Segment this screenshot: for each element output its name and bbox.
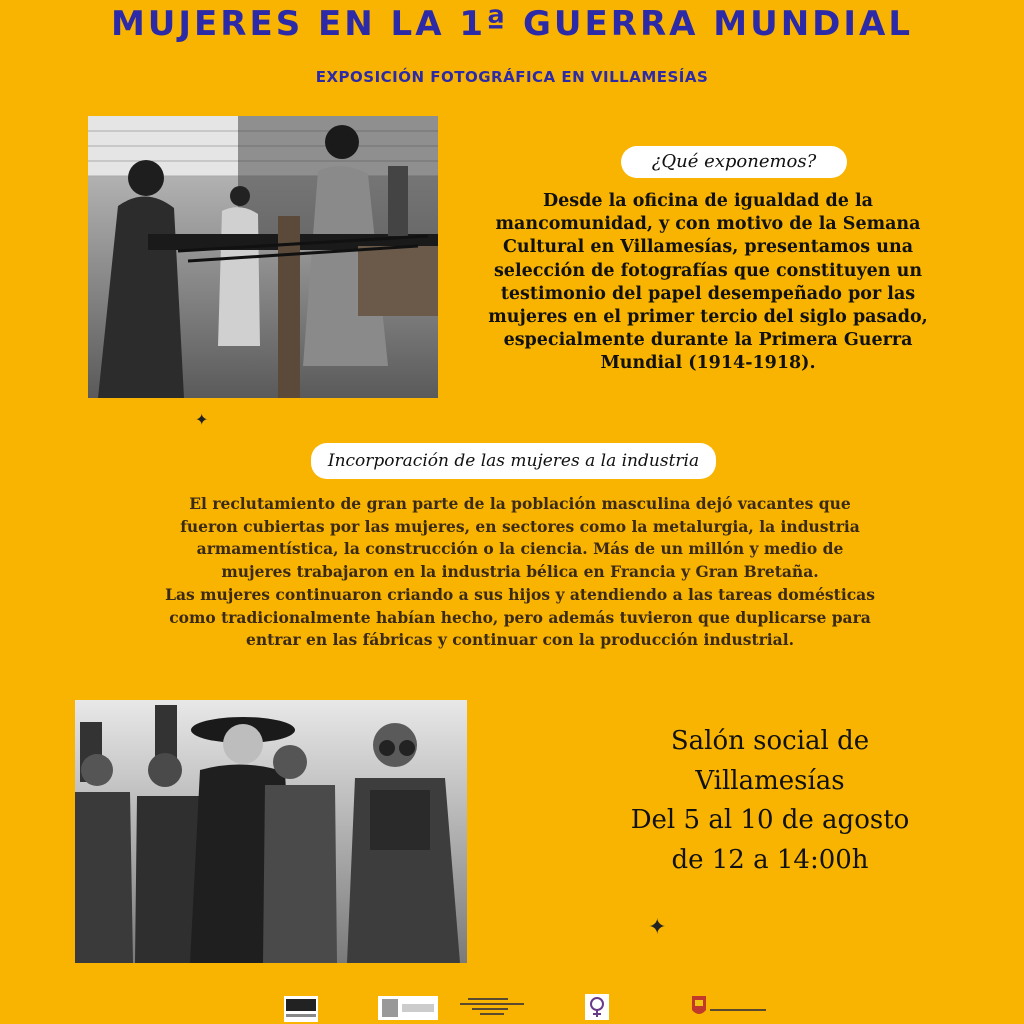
venue-info: [590, 722, 950, 880]
venue-hours: de 12 a 14:00h: [671, 844, 869, 875]
section2-heading: Incorporación de las mujeres a la industria: [311, 443, 716, 479]
venue-line1: Salón social de: [670, 726, 870, 756]
factory-workers-image: [88, 116, 438, 398]
section2-paragraph1: El reclutamiento de gran parte de la población masculina dejó vacantes que fueron cubiertas por las mujeres, en sectores como la metalurgia, la industria armamentística, la construcción o la ciencia. Más de un millón y medio de mujeres trabajaron en la industria bélica en Francia y Gran Bretaña.: [180, 494, 860, 582]
sponsor-logos: [0, 990, 1024, 1024]
poster-subtitle: EXPOSICIÓN FOTOGRÁFICA EN VILLAMESÍAS: [315, 68, 709, 86]
sparkle-icon: ✦: [648, 915, 667, 940]
section1-text: Desde la oficina de igualdad de la mancomunidad, y con motivo de la Semana Cultural en Villamesías, presentamos una selección de fotografías que constituyen un testimonio del papel desempeñado por las mujeres en el primer tercio del siglo pasado, especialmente durante la Primera Guerra Mundial (1914-1918).: [488, 191, 928, 374]
inex-logo: [284, 996, 318, 1022]
gas-mask-soldiers-photo: [75, 700, 467, 963]
section1-heading: ¿Qué exponemos?: [621, 146, 847, 178]
poster-title: MUJERES EN LA 1ª GUERRA MUNDIAL: [110, 4, 914, 44]
venue-dates: Del 5 al 10 de agosto: [630, 805, 910, 835]
anniversary-logo: [378, 996, 438, 1020]
venue-line2: Villamesías: [695, 765, 845, 796]
factory-workers-photo: [88, 116, 438, 398]
municipality-logo: [690, 994, 770, 1020]
sparkle-icon: ✦: [195, 410, 209, 429]
heritage-text-logo: [456, 996, 528, 1018]
section2-paragraph2: Las mujeres continuaron criando a sus hijos y atendiendo a las tareas domésticas como tradicionalmente habían hecho, pero además tuvieron que duplicarse para entrar en las fábricas y continuar con la producción industrial.: [165, 584, 875, 650]
section2-text: [160, 493, 880, 652]
gas-mask-soldiers-image: [75, 700, 467, 963]
equality-logo: [585, 994, 609, 1020]
